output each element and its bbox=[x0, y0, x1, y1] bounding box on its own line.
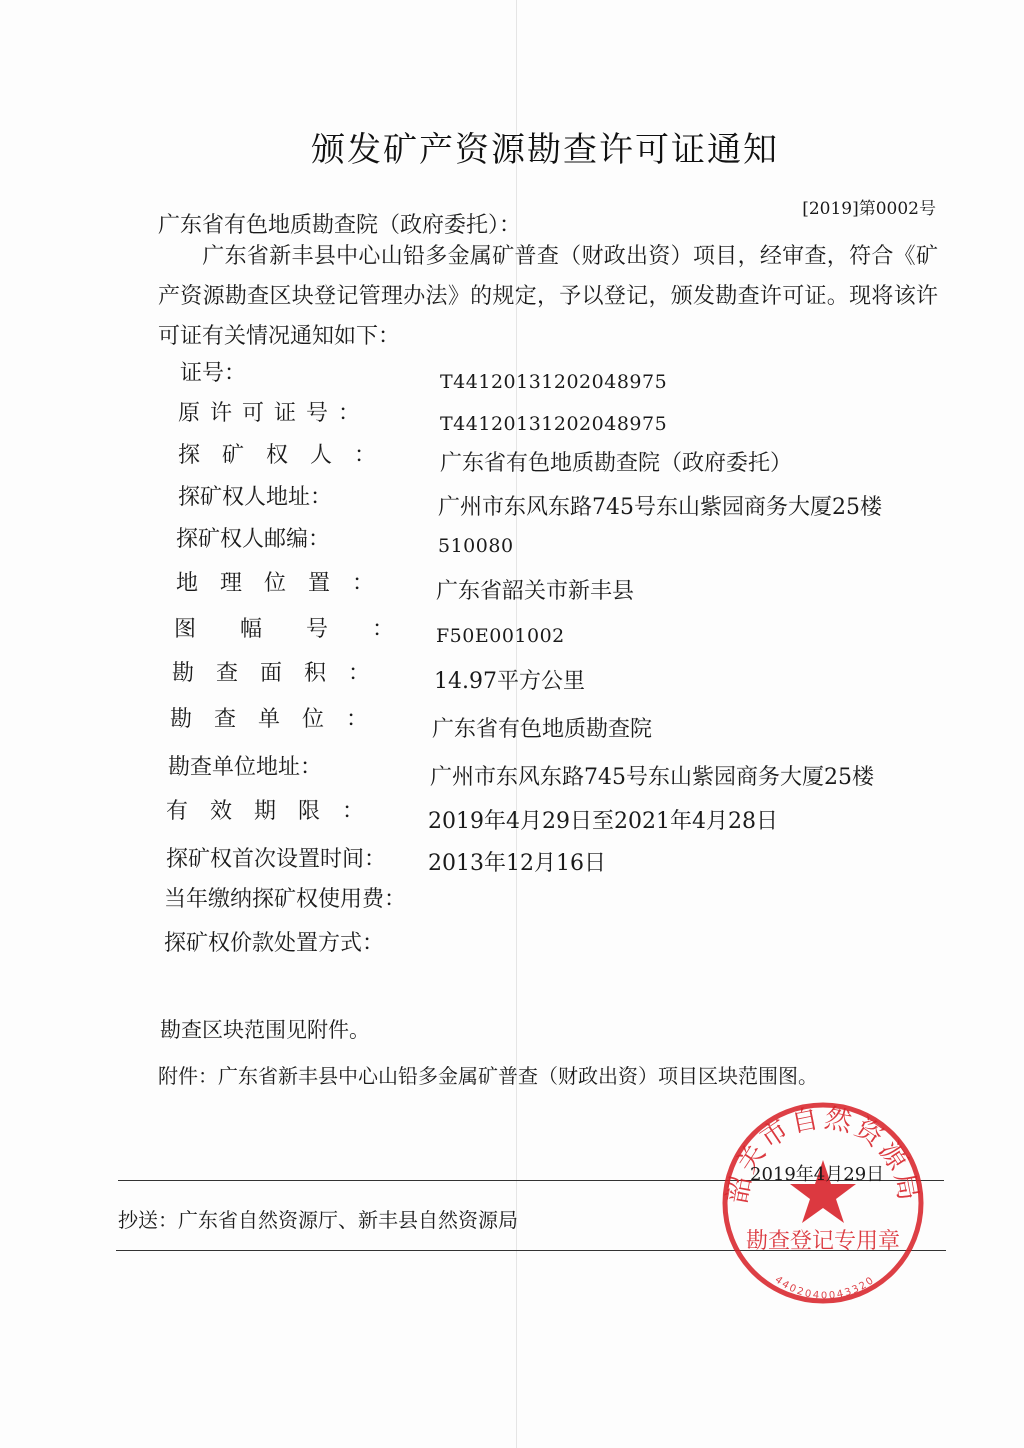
field-label-annual-fee: 当年缴纳探矿权使用费： bbox=[164, 887, 407, 912]
field-value-validity: 2019年4月29日至2021年4月28日 bbox=[428, 809, 778, 834]
field-label-area: 勘查面积： bbox=[172, 661, 393, 686]
field-value-holder-address: 广州市东风东路745号东山紫园商务大厦25楼 bbox=[438, 495, 882, 520]
field-label-holder-postcode: 探矿权人邮编： bbox=[176, 527, 331, 552]
document-title: 颁发矿产资源勘查许可证通知 bbox=[311, 130, 779, 170]
seal-code: 4402040043320 bbox=[772, 1274, 878, 1302]
seal-bottom-text: 勘查登记专用章 bbox=[745, 1229, 901, 1254]
field-label-original-permit-no: 原许可证号： bbox=[178, 401, 371, 426]
field-value-original-permit-no: T44120131202048975 bbox=[440, 413, 668, 435]
field-value-area: 14.97平方公里 bbox=[434, 669, 585, 694]
cc-line: 抄送：广东省自然资源厅、新丰县自然资源局 bbox=[118, 1208, 518, 1232]
addressee: 广东省有色地质勘查院（政府委托）： bbox=[158, 213, 522, 238]
field-value-first-set-time: 2013年12月16日 bbox=[428, 851, 606, 876]
field-value-map-sheet: F50E001002 bbox=[436, 625, 565, 647]
field-label-holder-address: 探矿权人地址： bbox=[178, 485, 333, 510]
official-seal bbox=[718, 1098, 928, 1308]
field-label-unit: 勘查单位： bbox=[170, 707, 391, 732]
field-label-holder: 探矿权人： bbox=[178, 443, 399, 468]
field-label-location: 地理位置： bbox=[176, 571, 397, 596]
body-paragraph bbox=[158, 237, 938, 357]
document-number: [2019]第0002号 bbox=[802, 199, 936, 219]
field-value-permit-no: T44120131202048975 bbox=[440, 371, 668, 393]
body-paragraph-text: 广东省新丰县中心山铅多金属矿普查（财政出资）项目，经审查，符合《矿产资源勘查区块登记管理办法》的规定，予以登记，颁发勘查许可证。现将该许可证有关情况通知如下： bbox=[158, 244, 938, 349]
field-label-first-set-time: 探矿权首次设置时间： bbox=[166, 847, 387, 872]
field-value-location: 广东省韶关市新丰县 bbox=[436, 579, 635, 604]
field-label-map-sheet: 图幅号： bbox=[174, 617, 439, 642]
field-label-permit-no: 证号： bbox=[180, 361, 247, 386]
field-value-holder: 广东省有色地质勘查院（政府委托） bbox=[440, 451, 793, 476]
field-label-price-disposal: 探矿权价款处置方式： bbox=[164, 931, 385, 956]
issue-date: 2019年4月29日 bbox=[750, 1164, 885, 1185]
field-value-unit: 广东省有色地质勘查院 bbox=[432, 717, 653, 742]
seal-top-text: 韶关市自然资源局 bbox=[721, 1102, 925, 1206]
field-label-validity: 有效期限： bbox=[166, 799, 387, 824]
field-value-holder-postcode: 510080 bbox=[438, 535, 514, 557]
attachment-note: 附件：广东省新丰县中心山铅多金属矿普查（财政出资）项目区块范围图。 bbox=[158, 1064, 818, 1088]
field-label-unit-address: 勘查单位地址： bbox=[168, 755, 323, 780]
scope-note: 勘查区块范围见附件。 bbox=[160, 1018, 370, 1042]
field-value-unit-address: 广州市东风东路745号东山紫园商务大厦25楼 bbox=[430, 765, 874, 790]
